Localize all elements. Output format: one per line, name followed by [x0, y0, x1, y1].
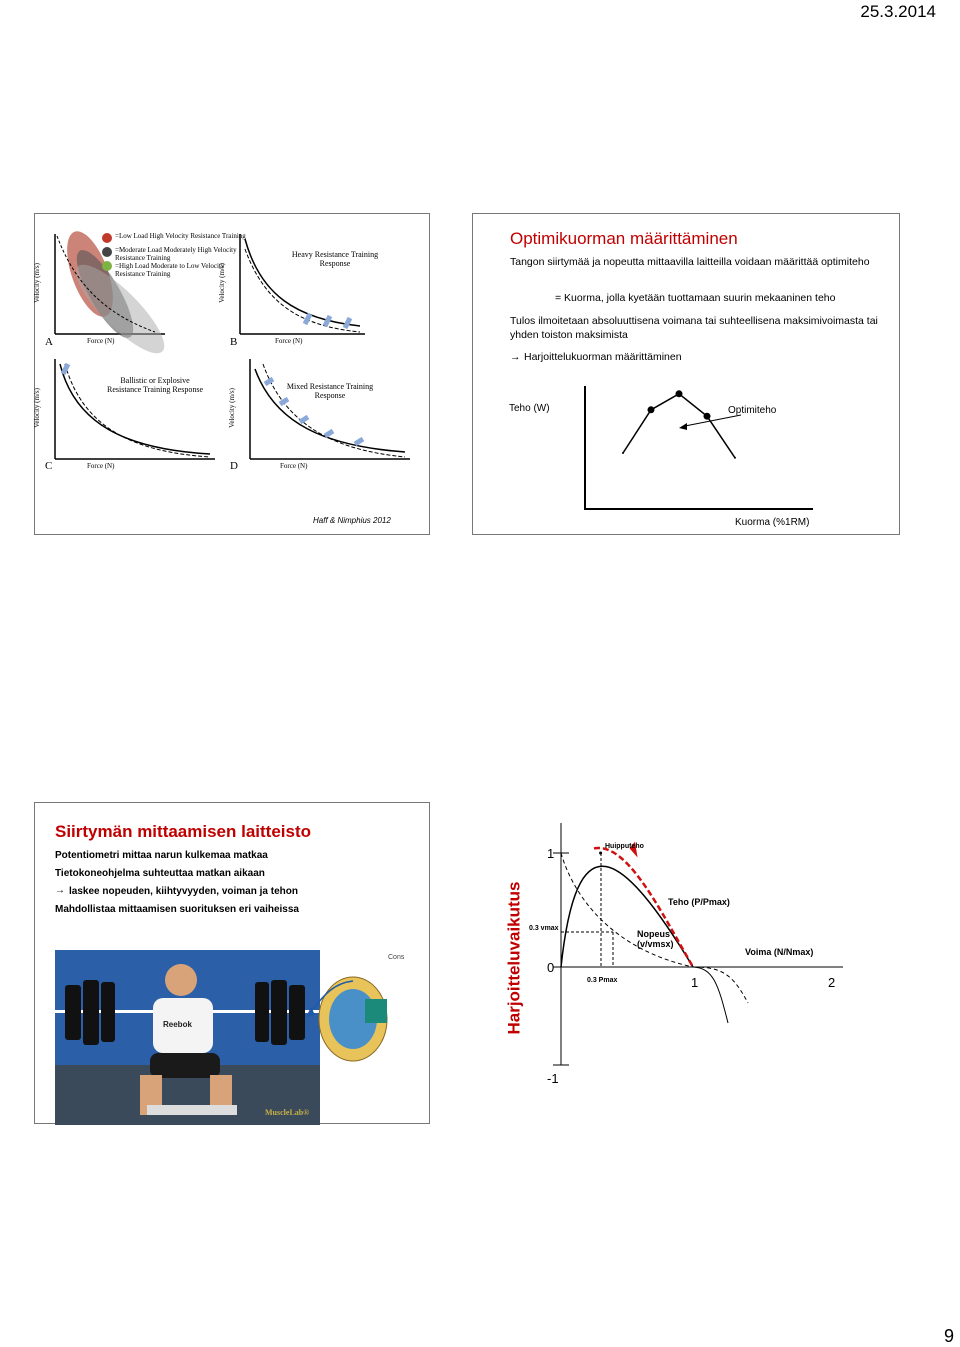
panel-c-force-label: Force (N) — [87, 462, 115, 470]
panel-c-velocity-label: Velocity (m/s) — [32, 388, 41, 428]
legend-item-high: =High Load Moderate to Low Velocity Resistance Training — [115, 262, 225, 278]
power-point — [676, 390, 683, 397]
peak-power-point — [599, 852, 602, 855]
panel-d-velocity-label: Velocity (m/s) — [227, 388, 236, 428]
page-date: 25.3.2014 — [860, 2, 936, 21]
power-curve — [561, 866, 693, 967]
device-label: Cons — [388, 954, 405, 961]
optimal-power-label: Optimiteho — [728, 405, 777, 416]
power-curve — [623, 394, 735, 458]
pmax-label: 0.3 Pmax — [587, 977, 618, 984]
legend-dot-high — [102, 261, 112, 271]
te-y-tick-label-0: 0 — [547, 960, 555, 975]
slide2-line3: Tulos ilmoitetaan absoluuttisena voimana tai suhteellisena maksimivoimasta tai yhden toiston maksimista — [510, 315, 878, 341]
panel-b-title: Heavy Resistance Training Response — [291, 250, 379, 268]
slide-force-velocity — [34, 213, 430, 535]
te-y-tick-label-neg1: -1 — [547, 1071, 559, 1086]
annotation-arrow-head — [679, 423, 687, 430]
shift-arrow-7 — [300, 417, 308, 422]
peak-power-label: Huipputeho — [605, 843, 644, 850]
shift-arrow-9 — [355, 439, 363, 444]
slide3-title: Siirtymän mittaamisen laitteisto — [55, 822, 312, 841]
slide3-line4: Mahdollistaa mittaamisen suorituksen eri vaiheissa — [55, 904, 299, 915]
panel-a-force-label: Force (N) — [87, 337, 115, 345]
device-knob — [365, 999, 387, 1023]
power-point — [704, 413, 711, 420]
power-label: Teho (P/Pmax) — [668, 897, 730, 907]
power-point — [734, 457, 736, 459]
panel-d-curve-after — [263, 364, 405, 457]
slide2-line2: = Kuorma, jolla kyetään tuottamaan suurin mekaaninen teho — [555, 292, 836, 304]
power-force-velocity-chart — [473, 803, 901, 1125]
encoder-device — [35, 803, 431, 1125]
optimal-power-chart — [473, 214, 901, 536]
slide-measurement-device — [34, 802, 430, 1124]
power-point — [648, 406, 655, 413]
velocity-curve — [561, 853, 693, 967]
slide3-line3: laskee nopeuden, kiihtyvyyden, voiman ja tehon — [69, 886, 298, 897]
panel-d-force-label: Force (N) — [280, 462, 308, 470]
te-curve-eccentric — [693, 967, 728, 1023]
te-y-tick-label-1: 1 — [547, 846, 555, 861]
te-x-tick-label-2: 2 — [828, 975, 836, 990]
force-label: Voima (N/Nmax) — [745, 947, 814, 957]
slide-training-effect — [472, 802, 900, 1124]
slide2-line4: Harjoittelukuorman määrittäminen — [524, 351, 682, 363]
te-x-tick-label-1: 1 — [691, 975, 699, 990]
arrow-icon: → — [510, 351, 521, 363]
slide2-title: Optimikuorman määrittäminen — [510, 229, 738, 248]
panel-d-title: Mixed Resistance Training Response — [286, 382, 374, 400]
velocity-label: Nopeus (v/vmsx) — [637, 929, 674, 949]
slide-optimal-load — [472, 213, 900, 535]
panel-letter-c: C — [45, 460, 53, 472]
shift-arrow-8 — [325, 431, 333, 436]
panel-b-force-label: Force (N) — [275, 337, 303, 345]
slide2-line1: Tangon siirtymää ja nopeutta mittaavilla laitteilla voidaan määrittää optimiteho — [510, 256, 870, 268]
legend-dot-moderate — [102, 247, 112, 257]
citation: Haff & Nimphius 2012 — [313, 516, 391, 525]
legend-item-moderate: =Moderate Load Moderately High Velocity Resistance Training — [115, 246, 237, 262]
improved-power-curve — [594, 848, 693, 967]
shift-arrow-1 — [305, 314, 310, 324]
page-number: 9 — [943, 1326, 954, 1346]
panel-b-velocity-label: Velocity (m/s) — [217, 263, 226, 303]
panel-c-title: Ballistic or Explosive Resistance Training Response — [107, 376, 203, 394]
shift-arrow-2 — [325, 316, 330, 326]
shirt-brand: Reebok — [163, 1020, 192, 1029]
legend-item-low: =Low Load High Velocity Resistance Training — [115, 232, 246, 240]
training-effect-label: Harjoitteluvaikutus — [504, 881, 524, 1035]
musclelab-label: MuscleLab® — [265, 1108, 310, 1117]
slide3-line2: Tietokoneohjelma suhteuttaa matkan aikaan — [55, 868, 265, 879]
power-axis-label: Teho (W) — [509, 403, 550, 414]
shift-arrow-3 — [345, 318, 350, 328]
panel-a-velocity-label: Velocity (m/s) — [32, 263, 41, 303]
panel-letter-b: B — [230, 336, 238, 348]
slide3-line1: Potentiometri mittaa narun kulkemaa matkaa — [55, 850, 268, 861]
load-axis-label: Kuorma (%1RM) — [735, 517, 810, 528]
vmax-label: 0.3 vmax — [529, 925, 559, 932]
panel-letter-d: D — [230, 460, 238, 472]
power-point — [622, 452, 624, 454]
legend-dot-low — [102, 233, 112, 243]
panel-letter-a: A — [45, 336, 53, 348]
arrow-icon: → — [55, 885, 65, 896]
